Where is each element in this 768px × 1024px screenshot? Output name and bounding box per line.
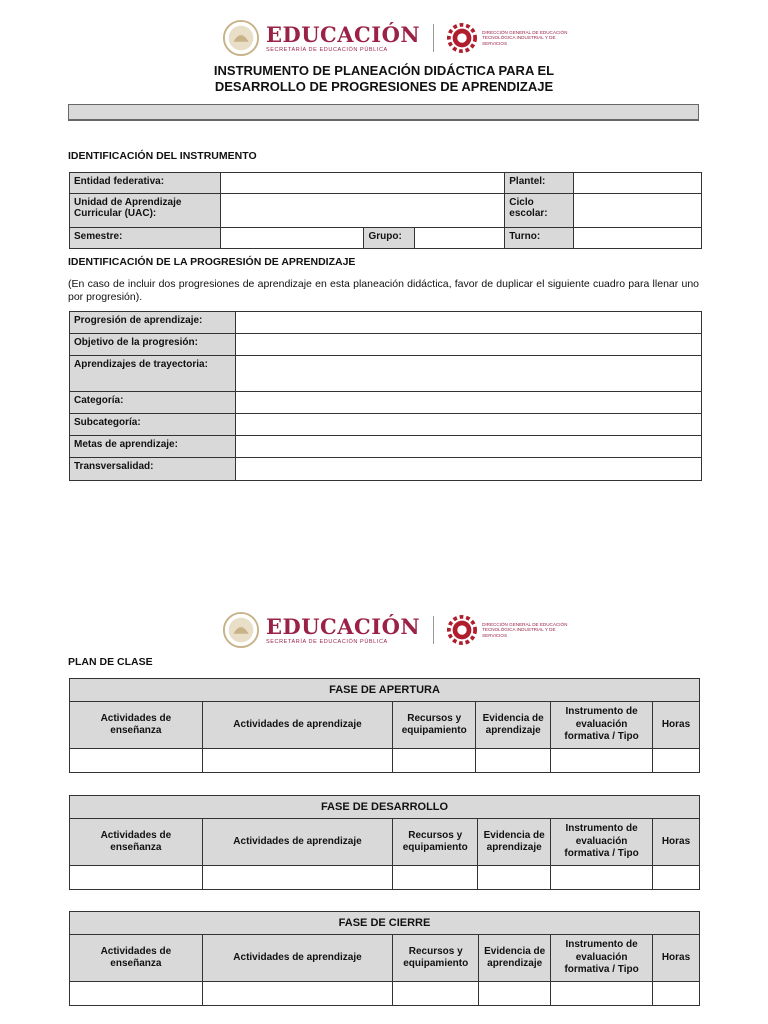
progression-row-label: Categoría: <box>70 392 236 414</box>
progression-row-label: Metas de aprendizaje: <box>70 436 236 458</box>
turno-field[interactable] <box>574 228 702 249</box>
cell-input[interactable] <box>393 982 479 1006</box>
column-header: Actividades de aprendizaje <box>202 702 393 749</box>
semestre-field[interactable] <box>220 228 364 249</box>
cell-input[interactable] <box>202 866 393 890</box>
column-header: Horas <box>653 935 700 982</box>
progression-table <box>69 311 702 481</box>
dgeti-gear-icon <box>447 615 477 645</box>
instrument-table <box>69 172 702 249</box>
logo-divider <box>433 616 434 644</box>
progression-row-field[interactable] <box>235 458 701 481</box>
column-header: Instrumento de evaluación formativa / Tipo <box>551 819 653 866</box>
progression-note: (En caso de incluir dos progresiones de aprendizaje en esta planeación didáctica, favor de duplicar el siguiente cuadro para llenar uno por progresión). <box>68 278 699 303</box>
brand-title: EDUCACIÓN <box>266 613 421 639</box>
column-header: Actividades de enseñanza <box>70 935 203 982</box>
dgeti-name: DIRECCIÓN GENERAL DE EDUCACIÓN TECNOLÓGICA INDUSTRIAL Y DE SERVICIOS <box>482 621 568 638</box>
column-header: Recursos y equipamiento <box>393 702 476 749</box>
column-header: Evidencia de aprendizaje <box>476 702 551 749</box>
cell-input[interactable] <box>476 749 551 773</box>
progression-row-field[interactable] <box>235 334 701 356</box>
cell-input[interactable] <box>479 982 551 1006</box>
column-header: Instrumento de evaluación formativa / Tipo <box>551 935 653 982</box>
cell-input[interactable] <box>653 866 700 890</box>
column-header: Actividades de enseñanza <box>70 819 203 866</box>
cell-input[interactable] <box>202 982 393 1006</box>
column-header: Recursos y equipamiento <box>393 819 478 866</box>
mexico-seal-icon <box>222 19 260 57</box>
progression-row-label: Transversalidad: <box>70 458 236 481</box>
entidad-field[interactable] <box>220 173 504 194</box>
entidad-label: Entidad federativa: <box>70 173 221 194</box>
cell-input[interactable] <box>551 749 653 773</box>
progression-row-field[interactable] <box>235 392 701 414</box>
title-line-1: INSTRUMENTO DE PLANEACIÓN DIDÁCTICA PARA EL <box>213 63 555 78</box>
progression-row-field[interactable] <box>235 312 701 334</box>
cell-input[interactable] <box>70 982 203 1006</box>
column-header: Actividades de aprendizaje <box>202 819 393 866</box>
cell-input[interactable] <box>478 866 551 890</box>
progression-row-field[interactable] <box>235 356 701 392</box>
cell-input[interactable] <box>393 866 478 890</box>
brand-title: EDUCACIÓN <box>266 21 421 47</box>
column-header: Actividades de enseñanza <box>70 702 203 749</box>
dgeti-gear-icon <box>447 23 477 53</box>
turno-label: Turno: <box>505 228 574 249</box>
progression-row-label: Subcategoría: <box>70 414 236 436</box>
column-header: Actividades de aprendizaje <box>202 935 393 982</box>
brand-subtitle: SECRETARÍA DE EDUCACIÓN PÚBLICA <box>266 46 388 53</box>
cell-input[interactable] <box>70 866 203 890</box>
blank-row-divider <box>68 119 699 121</box>
title-line-2: DESARROLLO DE PROGRESIONES DE APRENDIZAJE <box>214 79 554 94</box>
cell-input[interactable] <box>70 749 203 773</box>
column-header: Evidencia de aprendizaje <box>478 819 551 866</box>
column-header: Instrumento de evaluación formativa / Tipo <box>551 702 653 749</box>
progression-row-label: Aprendizajes de trayectoria: <box>70 356 236 392</box>
instrument-heading: IDENTIFICACIÓN DEL INSTRUMENTO <box>68 150 257 162</box>
plantel-label: Plantel: <box>505 173 574 194</box>
progression-row-field[interactable] <box>235 414 701 436</box>
ciclo-label: Ciclo escolar: <box>505 194 574 228</box>
header-logos-page-2 <box>222 608 572 652</box>
phase-title: FASE DE CIERRE <box>70 912 700 935</box>
cell-input[interactable] <box>393 749 476 773</box>
phase-title: FASE DE DESARROLLO <box>70 796 700 819</box>
uac-label: Unidad de Aprendizaje Curricular (UAC): <box>70 194 221 228</box>
grupo-label: Grupo: <box>364 228 415 249</box>
phase-table-apertura <box>69 678 700 773</box>
progression-row-label: Objetivo de la progresión: <box>70 334 236 356</box>
column-header: Evidencia de aprendizaje <box>479 935 551 982</box>
semestre-label: Semestre: <box>70 228 221 249</box>
dgeti-name: DIRECCIÓN GENERAL DE EDUCACIÓN TECNOLÓGICA INDUSTRIAL Y DE SERVICIOS <box>482 29 568 46</box>
cell-input[interactable] <box>202 749 393 773</box>
mexico-seal-icon <box>222 611 260 649</box>
progression-heading: IDENTIFICACIÓN DE LA PROGRESIÓN DE APRENDIZAJE <box>68 256 356 268</box>
phase-title: FASE DE APERTURA <box>70 679 700 702</box>
phase-table-cierre <box>69 911 700 1006</box>
phase-table-desarrollo <box>69 795 700 890</box>
plan-heading: PLAN DE CLASE <box>68 656 153 668</box>
uac-field[interactable] <box>220 194 504 228</box>
cell-input[interactable] <box>551 982 653 1006</box>
column-header: Recursos y equipamiento <box>393 935 479 982</box>
progression-row-field[interactable] <box>235 436 701 458</box>
grupo-field[interactable] <box>415 228 505 249</box>
document-title <box>0 63 768 95</box>
column-header: Horas <box>653 819 700 866</box>
header-logos <box>222 16 572 60</box>
cell-input[interactable] <box>653 982 700 1006</box>
cell-input[interactable] <box>653 749 700 773</box>
cell-input[interactable] <box>551 866 653 890</box>
progression-row-label: Progresión de aprendizaje: <box>70 312 236 334</box>
plantel-field[interactable] <box>574 173 702 194</box>
logo-divider <box>433 24 434 52</box>
column-header: Horas <box>653 702 700 749</box>
ciclo-field[interactable] <box>574 194 702 228</box>
brand-subtitle: SECRETARÍA DE EDUCACIÓN PÚBLICA <box>266 638 388 645</box>
blank-row-1 <box>68 104 699 120</box>
